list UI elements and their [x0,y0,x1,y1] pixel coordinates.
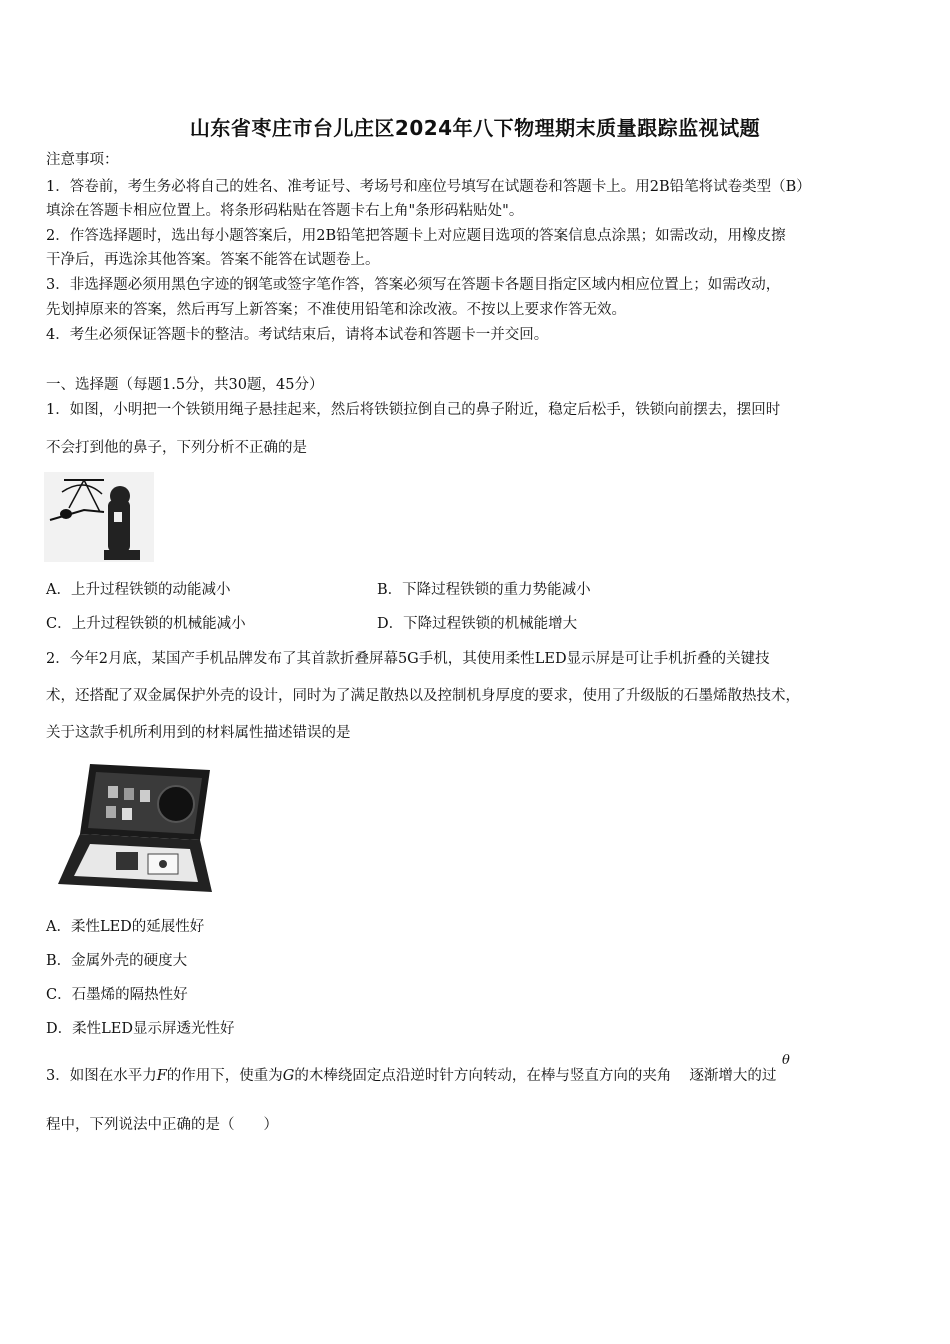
folding-phone-figure [50,758,220,900]
question-1-text: 1．如图，小明把一个铁锁用绳子悬挂起来，然后将铁锁拉倒自己的鼻子附近，稳定后松手，铁锁向前摆去，摆回时 [46,402,781,418]
notice-line: 干净后，再选涂其他答案。答案不能答在试题卷上。 [46,252,380,268]
question-2-text: 关于这款手机所利用到的材料属性描述错误的是 [46,725,351,741]
question-2-text: 2．今年2月底，某国产手机品牌发布了其首款折叠屏幕5G手机，其使用柔性LED显示屏是可让手机折叠的关键技 [46,651,770,667]
question-3-text: 程中，下列说法中正确的是（ ） [46,1117,278,1133]
q3-text-part: 的作用下，使重为 [166,1068,283,1084]
q1-option-b[interactable]: B．下降过程铁锁的重力势能减小 [377,582,591,598]
notice-line: 4．考生必须保证答题卡的整洁。考试结束后，请将本试卷和答题卡一并交回。 [46,327,549,343]
notice-line: 填涂在答题卡相应位置上。将条形码粘贴在答题卡右上角"条形码粘贴处"。 [46,203,524,219]
q2-option-c[interactable]: C．石墨烯的隔热性好 [46,987,188,1003]
q2-option-d[interactable]: D．柔性LED显示屏透光性好 [46,1021,235,1037]
weight-symbol: G [282,1068,295,1084]
force-symbol: F [156,1068,167,1084]
notice-line: 3．非选择题必须用黑色字迹的钢笔或签字笔作答，答案必须写在答题卡各题目指定区域内相应位置上；如需改动， [46,277,781,293]
section-heading: 一、选择题（每题1.5分，共30题，45分） [46,377,324,393]
q2-option-b[interactable]: B．金属外壳的硬度大 [46,953,188,969]
question-1-text: 不会打到他的鼻子，下列分析不正确的是 [46,440,307,456]
notice-line: 先划掉原来的答案，然后再写上新答案；不准使用铅笔和涂改液。不按以上要求作答无效。 [46,302,626,318]
notice-line: 1．答卷前，考生务必将自己的姓名、准考证号、考场号和座位号填写在试题卷和答题卡上。用2B铅笔将试卷类型（B） [46,179,811,195]
angle-symbol: θ [782,1053,790,1068]
q3-text-part: 的木棒绕固定点沿逆时针方向转动，在棒与竖直方向的夹角 [294,1068,672,1084]
q1-option-d[interactable]: D．下降过程铁锁的机械能增大 [377,616,578,632]
q1-option-a[interactable]: A．上升过程铁锁的动能减小 [46,582,231,598]
question-3-text [46,1066,916,1086]
q2-option-a[interactable]: A．柔性LED的延展性好 [46,919,205,935]
notice-heading: 注意事项： [46,152,119,168]
q3-text-part: 3．如图在水平力 [46,1068,157,1084]
q3-text-part: 逐渐增大的过 [689,1068,777,1084]
page-title: 山东省枣庄市台儿庄区2024年八下物理期末质量跟踪监视试题 [189,116,761,140]
q1-option-c[interactable]: C．上升过程铁锁的机械能减小 [46,616,246,632]
notice-line: 2．作答选择题时，选出每小题答案后，用2B铅笔把答题卡上对应题目选项的答案信息点涂黑；如需改动，用橡皮擦 [46,228,786,244]
question-2-text: 术，还搭配了双金属保护外壳的设计，同时为了满足散热以及控制机身厚度的要求，使用了升级版的石墨烯散热技术， [46,688,800,704]
pendulum-lock-figure [44,472,154,562]
